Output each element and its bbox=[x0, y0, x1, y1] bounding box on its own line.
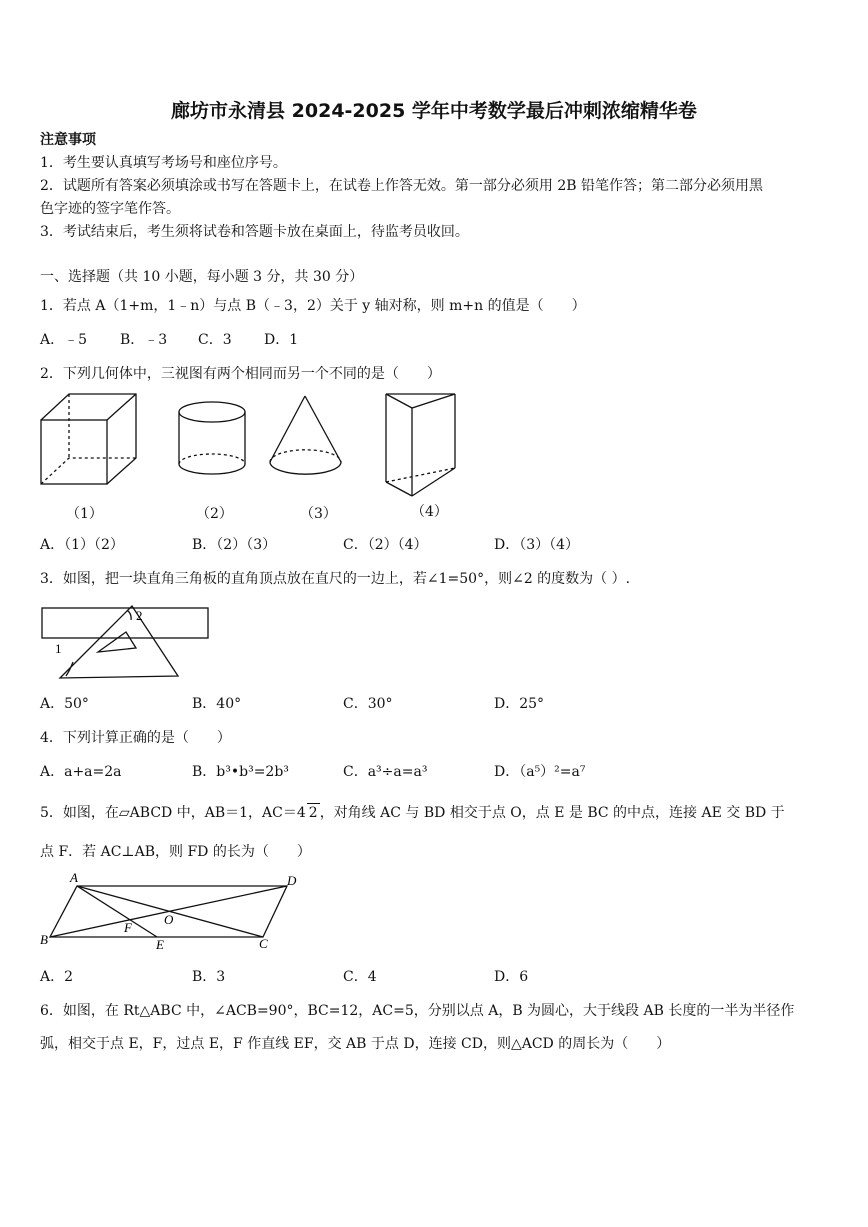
notice-item: 1．考生要认真填写考场号和座位序号。 bbox=[40, 155, 287, 171]
q1-option-c: C．3 bbox=[198, 332, 232, 348]
question-2-stem: 2．下列几何体中，三视图有两个相同而另一个不同的是（ ） bbox=[40, 366, 441, 382]
point-d-label: D bbox=[287, 873, 297, 888]
q5-option-c: C．4 bbox=[343, 969, 377, 985]
segment-ae bbox=[77, 886, 157, 937]
question-5-stem-line2: 点 F．若 AC⊥AB，则 FD 的长为（ ） bbox=[40, 844, 311, 860]
cone-figure bbox=[270, 396, 341, 474]
question-1-stem: 1．若点 A（1+m，1﹣n）与点 B（﹣3，2）关于 y 轴对称，则 m+n 的值是（ ） bbox=[40, 298, 586, 314]
q5-stem-part1: 5．如图，在▱ABCD 中，AB＝1，AC＝4 bbox=[40, 805, 306, 821]
q1-option-a: A．﹣5 bbox=[40, 332, 88, 348]
angle-1-label: 1 bbox=[55, 641, 62, 656]
question-3-stem: 3．如图，把一块直角三角板的直角顶点放在直尺的一边上，若∠1=50°，则∠2 的度数为（ ）. bbox=[40, 571, 631, 587]
q4-option-b: B．b³•b³=2b³ bbox=[192, 764, 289, 780]
point-f-label: F bbox=[124, 920, 132, 935]
point-b-label: B bbox=[40, 932, 48, 947]
point-o-label: O bbox=[164, 912, 174, 927]
cylinder-figure bbox=[179, 402, 245, 474]
figure-caption-4: （4） bbox=[411, 504, 448, 520]
notice-item: 色字迹的签字笔作答。 bbox=[40, 201, 180, 217]
sqrt-symbol bbox=[307, 803, 320, 822]
page-title: 廊坊市永清县 2024-2025 学年中考数学最后冲刺浓缩精华卷 bbox=[171, 100, 697, 122]
notice-item: 3．考试结束后，考生须将试卷和答题卡放在桌面上，待监考员收回。 bbox=[40, 224, 469, 240]
q3-option-b: B．40° bbox=[192, 696, 242, 712]
q3-option-c: C．30° bbox=[343, 696, 393, 712]
angle-2-label: 2 bbox=[136, 608, 143, 623]
section-heading: 一、选择题（共 10 小题，每小题 3 分，共 30 分） bbox=[40, 269, 364, 285]
point-c-label: C bbox=[259, 936, 268, 951]
q1-option-b: B．﹣3 bbox=[120, 332, 168, 348]
q5-option-a: A．2 bbox=[40, 969, 74, 985]
question-4-stem: 4．下列计算正确的是（ ） bbox=[40, 730, 231, 746]
notice-item: 2．试题所有答案必须填涂或书写在答题卡上，在试卷上作答无效。第一部分必须用 2B 铅笔作答；第二部分必须用黑 bbox=[40, 178, 763, 194]
question-5-stem bbox=[40, 803, 785, 822]
figure-caption-1: （1） bbox=[66, 506, 103, 522]
q2-option-d: D．（3）（4） bbox=[494, 537, 580, 553]
sqrt-value: 2 bbox=[308, 805, 318, 821]
q4-option-c: C．a³÷a=a³ bbox=[343, 764, 428, 780]
q2-option-c: C．（2）（4） bbox=[343, 537, 428, 553]
q4-option-d: D．（a⁵）²=a⁷ bbox=[494, 764, 586, 780]
parallelogram-figure bbox=[0, 868, 868, 958]
point-a-label: A bbox=[70, 870, 78, 885]
question-6-stem-line2: 弧，相交于点 E，F，过点 E，F 作直线 EF，交 AB 于点 D，连接 CD，则△ACD 的周长为（ ） bbox=[40, 1036, 671, 1052]
q2-option-b: B．（2）（3） bbox=[192, 537, 277, 553]
q5-option-b: B．3 bbox=[192, 969, 226, 985]
ruler-triangle-figure bbox=[0, 600, 868, 690]
point-e-label: E bbox=[156, 937, 164, 952]
figure-caption-2: （2） bbox=[196, 506, 233, 522]
solid-figures bbox=[0, 388, 868, 498]
q1-option-d: D．1 bbox=[264, 332, 299, 348]
question-6-stem: 6．如图，在 Rt△ABC 中，∠ACB=90°，BC=12，AC=5，分别以点 A，B 为圆心，大于线段 AB 长度的一半为半径作 bbox=[40, 1003, 795, 1019]
cube-figure bbox=[41, 394, 136, 484]
notice-heading: 注意事项 bbox=[40, 132, 96, 148]
prism-figure bbox=[386, 394, 455, 496]
figure-caption-3: （3） bbox=[300, 506, 337, 522]
q3-option-a: A．50° bbox=[40, 696, 89, 712]
set-square-outer bbox=[60, 606, 178, 678]
q5-option-d: D．6 bbox=[494, 969, 529, 985]
q5-stem-part2: ，对角线 AC 与 BD 相交于点 O，点 E 是 BC 的中点，连接 AE 交 BD 于 bbox=[319, 805, 785, 821]
q2-option-a: A．（1）（2） bbox=[40, 537, 124, 553]
q3-option-d: D．25° bbox=[494, 696, 545, 712]
q4-option-a: A．a+a=2a bbox=[40, 764, 122, 780]
